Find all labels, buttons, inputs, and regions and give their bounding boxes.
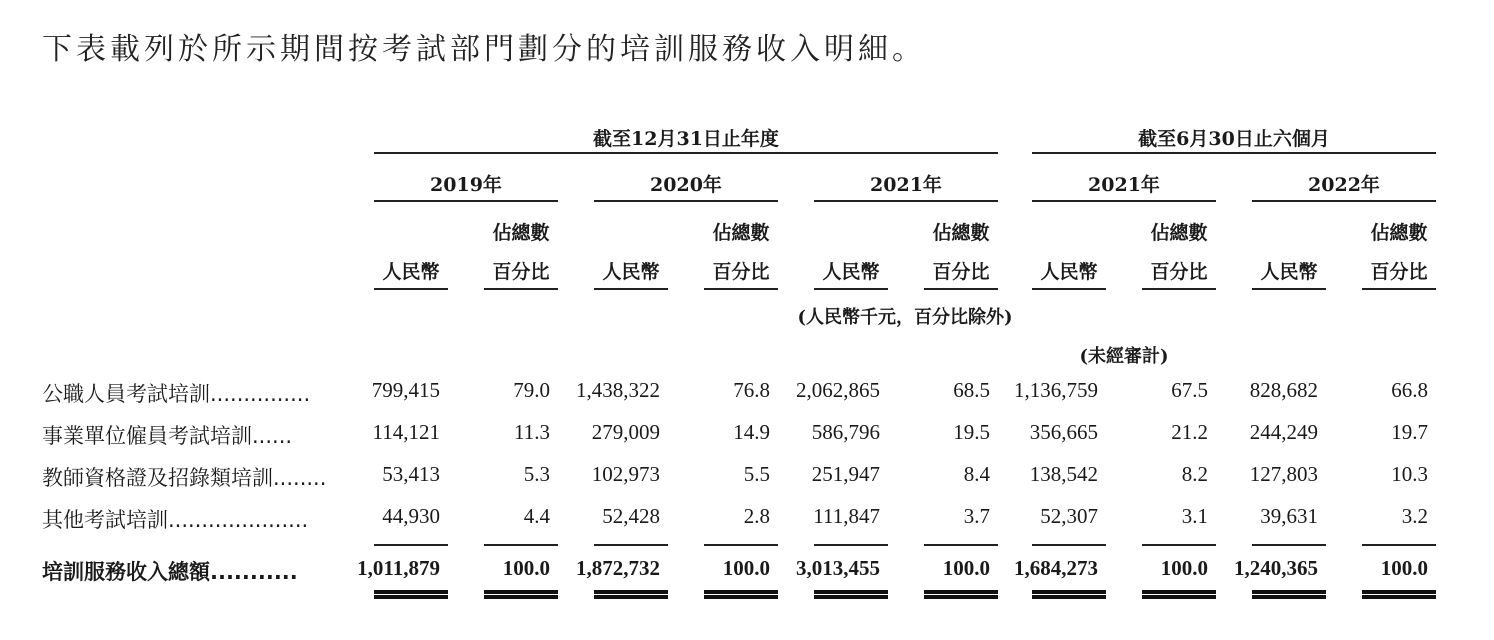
total-cell: 1,240,365 [1234,556,1318,580]
table-cell: 67.5 [1171,378,1208,402]
table-cell: 5.3 [523,462,550,486]
col-header-pct-line1: 佔總數 [492,222,550,244]
year-rule-2021-h1 [1032,200,1216,202]
table-cell: 279,009 [591,420,660,444]
subtotal-rule [594,544,668,546]
table-cell: 111,847 [813,504,880,528]
table-cell: 52,307 [1040,504,1098,528]
table-cell: 68.5 [953,378,990,402]
subtotal-rule [924,544,998,546]
leader-dots: ..................... [168,508,309,532]
year-rule-2020 [594,200,778,202]
col-header-rmb: 人民幣 [1260,261,1318,283]
col-header-rule [1362,288,1436,290]
table-cell: 21.2 [1171,420,1208,444]
total-cell: 1,684,273 [1014,556,1098,580]
table-cell: 127,803 [1249,462,1318,486]
col-header-pct-line2: 百分比 [1150,261,1208,283]
col-header-rmb: 人民幣 [602,261,660,283]
col-header-rule [1252,288,1326,290]
table-cell: 244,249 [1249,420,1318,444]
col-header-rule [924,288,998,290]
table-cell: 79.0 [513,378,550,402]
table-cell: 19.7 [1391,420,1428,444]
subtotal-rule [374,544,448,546]
leader-dots: ...... [252,424,293,448]
table-cell: 19.5 [953,420,990,444]
year-header-2022-h1: 2022年 [1308,174,1380,196]
table-cell: 828,682 [1249,378,1318,402]
total-cell: 100.0 [502,556,550,580]
col-header-pct-line2: 百分比 [932,261,990,283]
table-cell: 1,438,322 [576,378,660,402]
subtotal-rule [1142,544,1216,546]
row-label-text: 公職人員考試培訓 [42,382,210,406]
total-label [42,556,298,586]
leader-dots: ........ [273,466,327,490]
double-underline [374,590,448,599]
table-cell: 4.4 [523,504,550,528]
col-header-pct-line2: 百分比 [492,261,550,283]
table-cell: 3.2 [1401,504,1428,528]
double-underline [814,590,888,599]
table-cell: 53,413 [382,462,440,486]
row-label-text: 教師資格證及招錄類培訓 [42,466,273,490]
total-label-text: 培訓服務收入總額 [42,560,210,584]
total-cell: 1,872,732 [576,556,660,580]
table-cell: 11.3 [514,420,550,444]
group-header-year-end: 截至12月31日止年度 [593,128,779,150]
col-header-rmb: 人民幣 [822,261,880,283]
col-header-rule [1142,288,1216,290]
table-cell: 10.3 [1391,462,1428,486]
table-cell: 5.5 [743,462,770,486]
table-cell: 2.8 [743,504,770,528]
group-rule-six-months [1032,152,1436,154]
year-rule-2022-h1 [1252,200,1436,202]
col-header-pct-line1: 佔總數 [1370,222,1428,244]
double-underline [1252,590,1326,599]
table-cell: 8.2 [1181,462,1208,486]
year-header-2021: 2021年 [870,174,942,196]
table-cell: 586,796 [811,420,880,444]
unaudited-note: (未經審計) [1079,346,1169,367]
double-underline [704,590,778,599]
col-header-rule [594,288,668,290]
col-header-pct-line1: 佔總數 [932,222,990,244]
double-underline [1142,590,1216,599]
col-header-rule [1032,288,1106,290]
year-rule-2021 [814,200,998,202]
table-cell: 76.8 [733,378,770,402]
double-underline [924,590,998,599]
table-cell: 8.4 [963,462,990,486]
intro-sentence: 下表載列於所示期間按考試部門劃分的培訓服務收入明細。 [42,32,926,67]
table-cell: 138,542 [1029,462,1098,486]
table-cell: 799,415 [371,378,440,402]
year-header-2019: 2019年 [430,174,502,196]
table-cell: 39,631 [1260,504,1318,528]
table-cell: 3.1 [1181,504,1208,528]
year-header-2021-h1: 2021年 [1088,174,1160,196]
leader-dots: ........... [210,560,298,584]
double-underline [1362,590,1436,599]
year-header-2020: 2020年 [650,174,722,196]
table-cell: 102,973 [591,462,660,486]
table-cell: 2,062,865 [796,378,880,402]
subtotal-rule [814,544,888,546]
group-rule-year-end [374,152,998,154]
table-cell: 14.9 [733,420,770,444]
double-underline [484,590,558,599]
subtotal-rule [704,544,778,546]
col-header-rule [374,288,448,290]
table-cell: 1,136,759 [1014,378,1098,402]
subtotal-rule [1252,544,1326,546]
total-cell: 100.0 [942,556,990,580]
col-header-rule [814,288,888,290]
total-cell: 1,011,879 [357,556,440,580]
double-underline [1032,590,1106,599]
table-cell: 114,121 [372,420,440,444]
year-rule-2019 [374,200,558,202]
total-cell: 100.0 [1380,556,1428,580]
col-header-rmb: 人民幣 [382,261,440,283]
leader-dots: ............... [210,382,311,406]
total-cell: 3,013,455 [796,556,880,580]
row-label [42,378,310,408]
unit-note: (人民幣千元，百分比除外) [797,307,1013,328]
table-cell: 356,665 [1029,420,1098,444]
table-cell: 52,428 [602,504,660,528]
col-header-pct-line2: 百分比 [712,261,770,283]
row-label-text: 事業單位僱員考試培訓 [42,424,252,448]
col-header-rule [704,288,778,290]
col-header-pct-line2: 百分比 [1370,261,1428,283]
col-header-pct-line1: 佔總數 [1150,222,1208,244]
col-header-rule [484,288,558,290]
row-label [42,462,326,492]
table-cell: 251,947 [811,462,880,486]
row-label [42,420,292,450]
group-header-six-months: 截至6月30日止六個月 [1138,128,1330,150]
subtotal-rule [1362,544,1436,546]
col-header-rmb: 人民幣 [1040,261,1098,283]
table-cell: 66.8 [1391,378,1428,402]
subtotal-rule [484,544,558,546]
total-cell: 100.0 [1160,556,1208,580]
col-header-pct-line1: 佔總數 [712,222,770,244]
total-cell: 100.0 [722,556,770,580]
subtotal-rule [1032,544,1106,546]
row-label [42,504,308,534]
table-cell: 44,930 [382,504,440,528]
table-cell: 3.7 [963,504,990,528]
row-label-text: 其他考試培訓 [42,508,168,532]
double-underline [594,590,668,599]
